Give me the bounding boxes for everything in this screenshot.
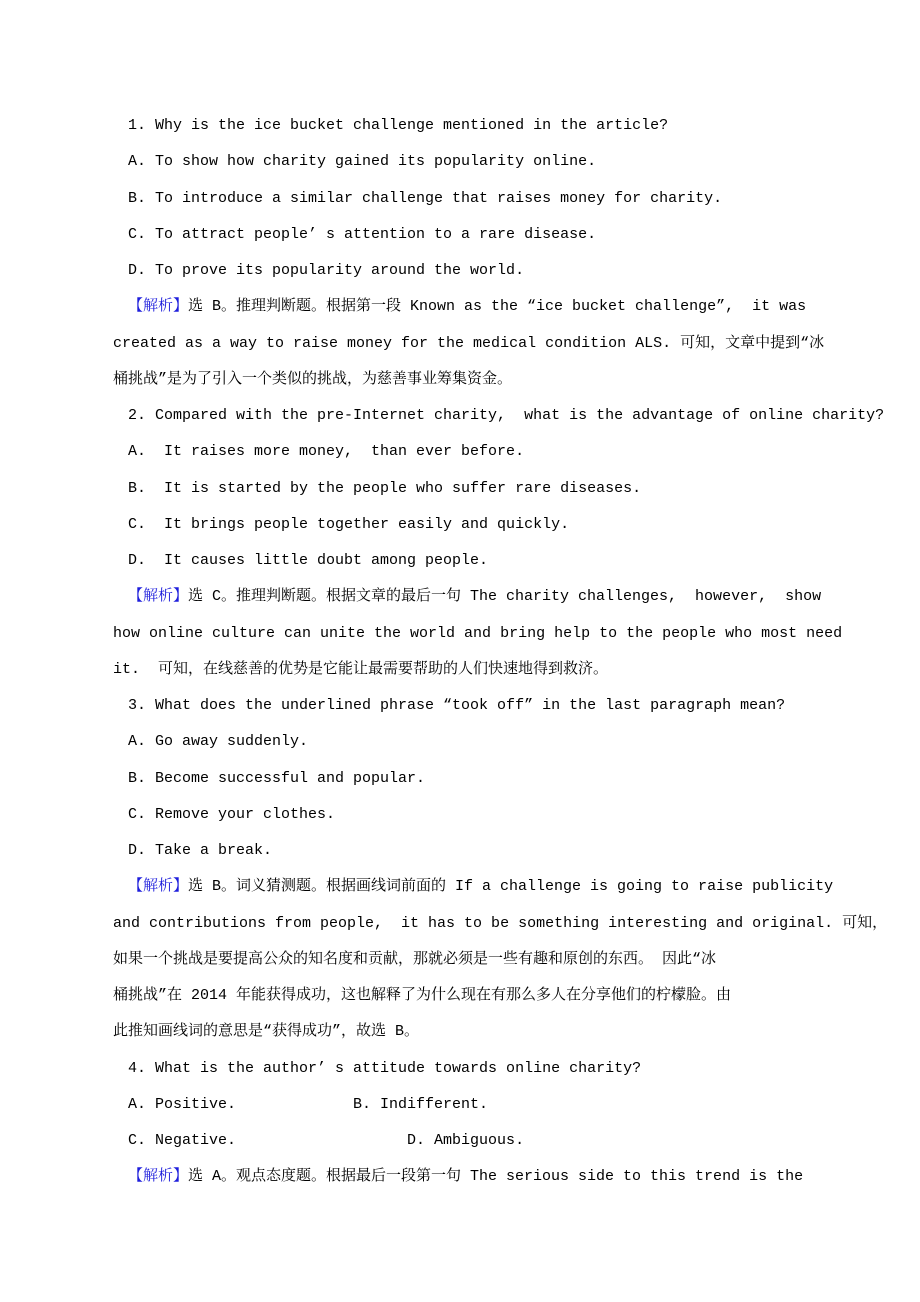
analysis-1-line-2: created as a way to raise money for the medical condition ALS. 可知，文章中提到“冰 <box>113 334 825 352</box>
question-2-text: 2. Compared with the pre-Internet charity, what is the advantage of online charity? <box>128 407 885 424</box>
analysis-3-line-3: 如果一个挑战是要提高公众的知名度和贡献，那就必须是一些有趣和原创的东西。 因此“冰 <box>113 950 717 968</box>
analysis-1-line-1 <box>113 289 890 325</box>
question-1-option-c: C. To attract people’ s attention to a rare disease. <box>128 225 597 243</box>
question-1-text: 1. Why is the ice bucket challenge mentioned in the article? <box>128 117 669 134</box>
question-3-option-b: B. Become successful and popular. <box>128 769 426 787</box>
question-block-3 <box>113 688 890 1051</box>
analysis-2-line-3: it. 可知，在线慈善的优势是它能让最需要帮助的人们快速地得到救济。 <box>113 660 609 678</box>
analysis-3-line-2: and contributions from people, it has to be something interesting and original. 可知， <box>113 914 888 932</box>
question-3-text: 3. What does the underlined phrase “took off” in the last paragraph mean? <box>128 697 786 714</box>
analysis-1-line-3: 桶挑战”是为了引入一个类似的挑战，为慈善事业筹集资金。 <box>113 370 513 388</box>
question-2-option-a: A. It raises more money, than ever before. <box>128 443 525 461</box>
question-3-option-a: A. Go away suddenly. <box>128 733 309 751</box>
question-2-option-b: B. It is started by the people who suffer rare diseases. <box>128 479 642 497</box>
question-block-1 <box>113 108 890 398</box>
analysis-4-line-1 <box>113 1159 890 1195</box>
analysis-1-line-1-text: 选 B。推理判断题。根据第一段 Known as the “ice bucket challenge”, it was <box>188 298 807 316</box>
question-3-option-d: D. Take a break. <box>128 842 273 859</box>
analysis-3-line-1 <box>113 869 890 905</box>
question-block-2 <box>113 398 890 688</box>
analysis-4-line-1-text: 选 A。观点态度题。根据最后一段第一句 The serious side to this trend is the <box>188 1168 804 1186</box>
question-1-option-b: B. To introduce a similar challenge that raises money for charity. <box>128 189 723 207</box>
question-2-option-c: C. It brings people together easily and quickly. <box>128 515 570 533</box>
question-4-option-row-ab: A. Positive. B. Indifferent. <box>128 1095 489 1113</box>
analysis-3-line-1-text: 选 B。词义猜测题。根据画线词前面的 If a challenge is going to raise publicity <box>188 878 834 896</box>
analysis-1-label: 【解析】 <box>128 298 189 316</box>
question-2-option-d: D. It causes little doubt among people. <box>128 552 489 569</box>
question-4-option-row-cd: C. Negative. D. Ambiguous. <box>128 1132 525 1149</box>
analysis-3-label: 【解析】 <box>128 878 189 896</box>
analysis-2-line-1-text: 选 C。推理判断题。根据文章的最后一句 The charity challenges, however, show <box>188 588 822 606</box>
question-1-option-a: A. To show how charity gained its popularity online. <box>128 153 597 171</box>
question-1-option-d: D. To prove its popularity around the world. <box>128 262 525 279</box>
analysis-2-line-2: how online culture can unite the world and bring help to the people who most need <box>113 624 843 642</box>
analysis-3-line-4: 桶挑战”在 2014 年能获得成功，这也解释了为什么现在有那么多人在分享他们的柠檬脸。由 <box>113 987 732 1004</box>
question-3-option-c: C. Remove your clothes. <box>128 805 336 823</box>
question-block-4 <box>113 1051 890 1196</box>
analysis-4-label: 【解析】 <box>128 1168 189 1186</box>
question-4-text: 4. What is the author’ s attitude towards online charity? <box>128 1059 642 1077</box>
analysis-2-label: 【解析】 <box>128 588 189 606</box>
analysis-2-line-1 <box>113 579 890 615</box>
analysis-3-line-5: 此推知画线词的意思是“获得成功”，故选 B。 <box>113 1023 420 1041</box>
